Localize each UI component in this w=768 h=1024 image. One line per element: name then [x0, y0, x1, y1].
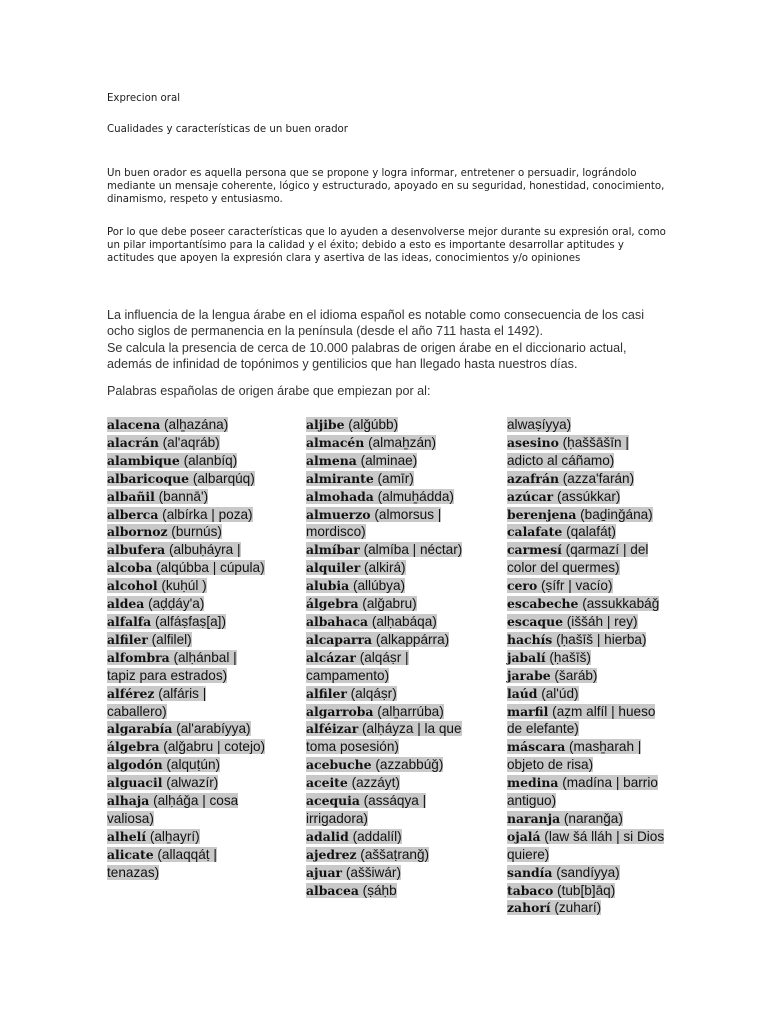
arabic-origin: (madína | barrio antiguo) — [507, 775, 658, 809]
word-entry-highlight — [507, 829, 664, 862]
arabic-origin: (albuḥáyra | — [168, 542, 241, 558]
spanish-word: almuerzo — [306, 506, 371, 522]
word-entry-highlight — [107, 507, 253, 522]
spanish-word: cero — [507, 578, 538, 594]
word-entry — [306, 846, 466, 864]
word-entry-highlight — [107, 614, 226, 629]
spanish-word: medina — [507, 775, 559, 791]
arabic-origin: (šaráb) — [554, 667, 598, 683]
paragraph-arabic-influence — [107, 307, 667, 373]
word-entry — [306, 649, 466, 685]
word-list-column-1 — [107, 416, 267, 882]
arabic-influence-sentence-1: La influencia de la lengua árabe en el idioma español es notable como consecuencia de los casi ocho siglos de permanencia en la península (desde el año 711 hasta el 1492). — [107, 308, 644, 339]
word-entry-highlight — [107, 524, 222, 539]
spanish-word: algarroba — [306, 703, 374, 719]
arabic-origin: (naranǧa) — [563, 810, 623, 826]
arabic-origin: (almorsus | mordisco) — [306, 506, 442, 540]
word-entry — [107, 488, 267, 506]
spanish-word: alfalfa — [107, 613, 152, 629]
word-entry-highlight — [306, 721, 462, 754]
spanish-word: alcohol — [107, 578, 158, 594]
word-entry — [306, 828, 466, 846]
word-entry-highlight — [107, 686, 206, 719]
arabic-origin: (alẖarrúba) — [377, 703, 444, 719]
spanish-word: alberca — [107, 506, 159, 522]
word-entry — [107, 613, 267, 631]
spanish-word: escaque — [507, 613, 563, 629]
word-entry — [107, 452, 267, 470]
word-entry — [107, 649, 267, 685]
word-entry — [107, 846, 267, 882]
spanish-word: alfiler — [107, 631, 148, 647]
word-entry — [306, 506, 466, 542]
word-entry — [306, 541, 466, 559]
spanish-word: naranja — [507, 810, 561, 826]
arabic-origin: (allaqqáṭ | tenazas) — [107, 846, 217, 880]
word-entry-highlight — [306, 650, 409, 683]
arabic-origin: (alkirá) — [364, 560, 406, 576]
arabic-origin: (baḏinǧána) — [580, 506, 653, 522]
word-list-column-2 — [306, 416, 466, 899]
word-entry-highlight — [306, 471, 414, 486]
spanish-word: jarabe — [507, 667, 551, 683]
spanish-word: asesino — [507, 434, 559, 450]
word-entry — [507, 774, 667, 810]
arabic-origin: (alminae) — [360, 452, 418, 468]
arabic-origin: (zuharí) — [554, 900, 602, 916]
spanish-word: máscara — [507, 739, 566, 755]
word-entry — [107, 756, 267, 774]
word-entry — [507, 541, 667, 577]
word-entry-highlight — [107, 650, 237, 683]
arabic-origin: (alǧúbb) — [348, 417, 399, 432]
word-entry — [107, 416, 267, 434]
spanish-word: álgebra — [306, 596, 359, 612]
word-entry — [306, 577, 466, 595]
arabic-origin: (al'arabíyya) — [176, 721, 251, 737]
arabic-origin: (azza'farán) — [562, 470, 635, 486]
arabic-origin: (alḥánbal | tapiz para estrados) — [107, 649, 237, 683]
spanish-word: albacea — [306, 882, 359, 898]
arabic-origin: (assukkabáǧ — [582, 596, 660, 612]
spanish-word: almena — [306, 452, 357, 468]
word-entry-highlight — [507, 739, 641, 772]
word-entry-highlight — [507, 524, 616, 539]
document-subtitle: Cualidades y características de un buen orador — [107, 124, 348, 135]
word-entry-highlight — [507, 632, 646, 647]
arabic-origin: (alanbíq) — [183, 452, 238, 468]
arabic-origin: (ṣáḥb — [362, 882, 397, 898]
spanish-word: berenjena — [507, 506, 577, 522]
spanish-word: ojalá — [507, 828, 541, 844]
arabic-origin: (alqúbba | cúpula) — [156, 560, 265, 576]
arabic-origin: (alǧabru) — [362, 596, 417, 612]
arabic-origin: (ḥaššāšīn | adicto al cáñamo) — [507, 434, 629, 468]
spanish-word: ajuar — [306, 864, 343, 880]
spanish-word: almacén — [306, 434, 365, 450]
arabic-origin: (masẖarah | objeto de risa) — [507, 739, 642, 773]
arabic-origin: (almaẖzán) — [368, 434, 437, 450]
spanish-word: calafate — [507, 524, 563, 540]
word-entry — [507, 434, 667, 470]
word-entry-highlight — [507, 489, 620, 504]
spanish-word: albaricoque — [107, 470, 190, 486]
arabic-origin: (al'aqráb) — [162, 434, 220, 450]
word-entry — [306, 434, 466, 452]
arabic-origin: (alqáṣr | campamento) — [306, 649, 409, 683]
word-entry-highlight — [507, 668, 597, 683]
word-entry — [306, 470, 466, 488]
spanish-word: aceite — [306, 775, 348, 791]
word-entry — [306, 685, 466, 703]
word-entry — [306, 631, 466, 649]
word-entry-highlight — [306, 686, 397, 701]
arabic-origin: (assáqya | irrigadora) — [306, 793, 427, 826]
spanish-word: alacena — [107, 417, 161, 432]
paragraph-orator-qualities: Por lo que debe poseer características que lo ayuden a desenvolverse mejor durante su expresión oral, como un pilar importantísimo para la calidad y el éxito; debido a esto es importante desarrollar aptitudes y actitudes que apoyen la expresión clara y asertiva de las ideas, conocimientos y/o opiniones — [107, 227, 666, 264]
arabic-origin: (ḥašīš | hierba) — [556, 631, 647, 647]
spanish-word: alhaja — [107, 793, 150, 809]
arabic-origin: (aššiwár) — [345, 864, 401, 880]
word-entry-highlight — [107, 453, 237, 468]
word-entry — [507, 703, 667, 739]
word-entry-highlight — [107, 435, 220, 450]
arabic-origin: (aẓm alfíl | hueso de elefante) — [507, 703, 656, 737]
spanish-word: tabaco — [507, 882, 554, 898]
word-entry-highlight — [507, 417, 571, 432]
word-entry-highlight — [107, 471, 255, 486]
arabic-origin: (alwazír) — [166, 775, 219, 791]
arabic-origin: alwaṣíyya) — [507, 417, 572, 432]
word-entry-highlight — [507, 596, 659, 611]
spanish-word: adalid — [306, 828, 349, 844]
arabic-origin: (alfáris | caballero) — [107, 685, 207, 719]
word-entry — [306, 882, 466, 900]
word-entry — [107, 559, 267, 577]
word-entry-highlight — [107, 632, 192, 647]
arabic-origin: (law šá lláh | si Dios quiere) — [507, 828, 665, 862]
word-entry-highlight — [306, 489, 454, 504]
word-entry — [507, 685, 667, 703]
arabic-origin: (alǧabru | cotejo) — [163, 739, 266, 755]
spanish-word: azúcar — [507, 488, 554, 504]
word-entry-highlight — [107, 489, 208, 504]
word-entry — [306, 452, 466, 470]
spanish-word: zahorí — [507, 900, 551, 916]
paragraph-orator-definition: Un buen orador es aquella persona que se propone y logra informar, entretener o persuadir, lográndolo mediante un mensaje coherente, lógico y estructurado, apoyado en su seguridad, honestidad, conocimiento, dinamismo, respeto y entusiasmo. — [107, 168, 665, 205]
spanish-word: acebuche — [306, 757, 372, 773]
word-entry — [306, 720, 466, 756]
word-entry-highlight — [507, 704, 655, 737]
word-entry — [306, 756, 466, 774]
arabic-origin: (assúkkar) — [556, 488, 621, 504]
spanish-word: alquiler — [306, 560, 361, 576]
spanish-word: alambique — [107, 452, 180, 468]
word-entry — [107, 506, 267, 524]
spanish-word: alicate — [107, 846, 154, 862]
word-entry — [507, 882, 667, 900]
arabic-origin: (albarqúq) — [192, 470, 255, 486]
spanish-word: alcaparra — [306, 631, 373, 647]
word-entry — [107, 595, 267, 613]
word-entry-highlight — [507, 435, 629, 468]
word-entry-highlight — [507, 507, 653, 522]
arabic-origin: (aššaṭranǧ) — [360, 846, 430, 862]
arabic-origin: (allúbya) — [352, 578, 406, 594]
word-entry-highlight — [306, 453, 417, 468]
word-entry-highlight — [107, 757, 220, 772]
word-entry — [507, 899, 667, 917]
spanish-word: carmesí — [507, 542, 562, 558]
word-entry-highlight — [107, 847, 217, 880]
document-title: Exprecion oral — [107, 93, 181, 104]
spanish-word: alfiler — [306, 685, 347, 701]
word-entry-highlight — [306, 596, 417, 611]
word-entry — [507, 613, 667, 631]
word-entry-highlight — [107, 775, 218, 790]
word-entry — [107, 434, 267, 452]
arabic-origin: (alẖazána) — [164, 417, 229, 432]
word-entry-highlight — [507, 542, 648, 575]
spanish-word: alhelí — [107, 828, 147, 844]
spanish-word: almirante — [306, 470, 374, 486]
arabic-origin: (alḥáǧa | cosa valiosa) — [107, 793, 239, 826]
arabic-origin: (iššáh | rey) — [566, 613, 638, 629]
word-entry-highlight — [507, 865, 620, 880]
word-entry — [507, 488, 667, 506]
word-entry — [107, 523, 267, 541]
word-entry-highlight — [507, 883, 615, 898]
word-entry-highlight — [107, 596, 204, 611]
word-entry — [107, 720, 267, 738]
word-entry-highlight — [306, 793, 426, 826]
spanish-word: algodón — [107, 757, 163, 773]
word-entry-highlight — [306, 757, 443, 772]
word-entry — [306, 864, 466, 882]
word-entry — [507, 649, 667, 667]
word-entry — [507, 416, 667, 434]
word-entry — [107, 470, 267, 488]
spanish-word: almohada — [306, 488, 374, 504]
arabic-origin: (alqáṣr) — [350, 685, 397, 701]
word-entry — [507, 470, 667, 488]
word-entry — [306, 774, 466, 792]
arabic-influence-sentence-2: Se calcula la presencia de cerca de 10.000 palabras de origen árabe en el diccionario actual, además de infinidad de topónimos y gentilicios que han llegado hasta nuestros días. — [107, 340, 627, 372]
spanish-word: albañil — [107, 488, 155, 504]
word-entry — [507, 828, 667, 864]
spanish-word: alféizar — [306, 721, 359, 737]
word-entry — [107, 828, 267, 846]
word-entry-highlight — [306, 435, 436, 450]
spanish-word: laúd — [507, 685, 538, 701]
spanish-word: alacrán — [107, 434, 159, 450]
word-entry-highlight — [306, 865, 401, 880]
word-entry — [306, 613, 466, 631]
arabic-origin: (kuḥúl ) — [161, 578, 207, 594]
arabic-origin: (sandíyya) — [556, 864, 620, 880]
spanish-word: albornoz — [107, 524, 168, 540]
word-entry-highlight — [507, 811, 623, 826]
spanish-word: albahaca — [306, 613, 369, 629]
arabic-origin: (albírka | poza) — [162, 506, 253, 522]
spanish-word: alguacil — [107, 775, 163, 791]
word-list-intro: Palabras españolas de origen árabe que empiezan por al: — [107, 384, 431, 398]
word-entry — [507, 595, 667, 613]
arabic-origin: (alfáṣfaṣ[a]) — [154, 613, 226, 629]
spanish-word: almíbar — [306, 542, 360, 558]
word-entry-highlight — [306, 775, 400, 790]
spanish-word: escabeche — [507, 596, 579, 612]
word-list-column-3 — [507, 416, 667, 917]
arabic-origin: (alẖayrí) — [149, 828, 200, 844]
arabic-origin: (almíba | néctar) — [363, 542, 463, 558]
word-entry — [306, 416, 466, 434]
word-entry-highlight — [306, 560, 406, 575]
word-entry — [306, 703, 466, 721]
word-entry-highlight — [306, 704, 444, 719]
word-entry — [306, 595, 466, 613]
arabic-origin: (ṣífr | vacío) — [541, 578, 613, 594]
spanish-word: alcoba — [107, 560, 153, 576]
spanish-word: alfombra — [107, 649, 170, 665]
word-entry-highlight — [306, 632, 449, 647]
word-entry — [507, 577, 667, 595]
word-entry — [107, 685, 267, 721]
spanish-word: albufera — [107, 542, 166, 558]
spanish-word: jabalí — [507, 649, 546, 665]
spanish-word: aldea — [107, 596, 145, 612]
arabic-origin: (azzabbúǧ) — [375, 757, 444, 773]
word-entry-highlight — [107, 578, 207, 593]
word-entry — [507, 810, 667, 828]
spanish-word: alférez — [107, 685, 155, 701]
arabic-origin: (al'úd) — [541, 685, 579, 701]
word-entry-highlight — [507, 614, 638, 629]
spanish-word: alubia — [306, 578, 350, 594]
arabic-origin: (tub[b]āq) — [557, 882, 616, 898]
spanish-word: ajedrez — [306, 846, 357, 862]
word-entry — [107, 792, 267, 828]
spanish-word: hachís — [507, 631, 553, 647]
arabic-origin: (alḥabáqa) — [371, 613, 437, 629]
arabic-origin: (bannā') — [158, 488, 209, 504]
word-entry-highlight — [107, 560, 265, 575]
spanish-word: álgebra — [107, 739, 160, 755]
word-entry — [107, 738, 267, 756]
word-entry-highlight — [107, 542, 241, 557]
arabic-origin: (alquṭún) — [166, 757, 221, 773]
word-entry — [107, 541, 267, 559]
word-entry — [507, 738, 667, 774]
spanish-word: azafrán — [507, 470, 559, 486]
arabic-origin: (alḥáyza | la que toma posesión) — [306, 721, 462, 755]
word-entry-highlight — [507, 650, 591, 665]
word-entry — [507, 864, 667, 882]
arabic-origin: (almuẖádda) — [377, 488, 454, 504]
word-entry-highlight — [507, 578, 613, 593]
word-entry-highlight — [107, 417, 228, 432]
word-entry — [306, 488, 466, 506]
word-entry — [507, 523, 667, 541]
arabic-origin: (azzáyt) — [351, 775, 400, 791]
arabic-origin: (qalafáṭ) — [566, 524, 616, 540]
word-entry — [507, 667, 667, 685]
word-entry-highlight — [306, 614, 437, 629]
word-entry — [107, 631, 267, 649]
spanish-word: marfil — [507, 703, 549, 719]
word-entry-highlight — [306, 829, 402, 844]
word-entry-highlight — [306, 417, 398, 432]
word-entry-highlight — [306, 542, 462, 557]
word-entry — [306, 559, 466, 577]
arabic-origin: (addalíl) — [352, 828, 402, 844]
spanish-word: aljibe — [306, 417, 345, 432]
arabic-origin: (amīr) — [377, 470, 414, 486]
word-entry-highlight — [507, 471, 634, 486]
word-entry — [507, 506, 667, 524]
spanish-word: algarabía — [107, 721, 173, 737]
word-entry — [507, 631, 667, 649]
word-entry-highlight — [306, 507, 441, 540]
word-entry-highlight — [306, 883, 397, 898]
word-entry-highlight — [507, 775, 658, 808]
word-entry — [306, 792, 466, 828]
word-entry-highlight — [107, 793, 238, 826]
word-entry-highlight — [107, 739, 265, 754]
arabic-origin: (ḥašīš) — [549, 649, 591, 665]
word-entry-highlight — [306, 847, 429, 862]
word-entry — [107, 577, 267, 595]
spanish-word: acequia — [306, 793, 360, 809]
arabic-origin: (burnús) — [171, 524, 222, 540]
arabic-origin: (aḍḍáy'a) — [148, 596, 205, 612]
word-entry-highlight — [107, 721, 251, 736]
word-entry-highlight — [306, 578, 405, 593]
arabic-origin: (alfilel) — [151, 631, 192, 647]
spanish-word: alcázar — [306, 649, 356, 665]
word-entry-highlight — [107, 829, 200, 844]
word-entry-highlight — [507, 900, 601, 915]
arabic-origin: (alkappárra) — [375, 631, 450, 647]
spanish-word: sandía — [507, 864, 553, 880]
arabic-origin: (qarmazí | del color del quermes) — [507, 542, 649, 576]
word-entry-highlight — [507, 686, 579, 701]
word-entry — [107, 774, 267, 792]
